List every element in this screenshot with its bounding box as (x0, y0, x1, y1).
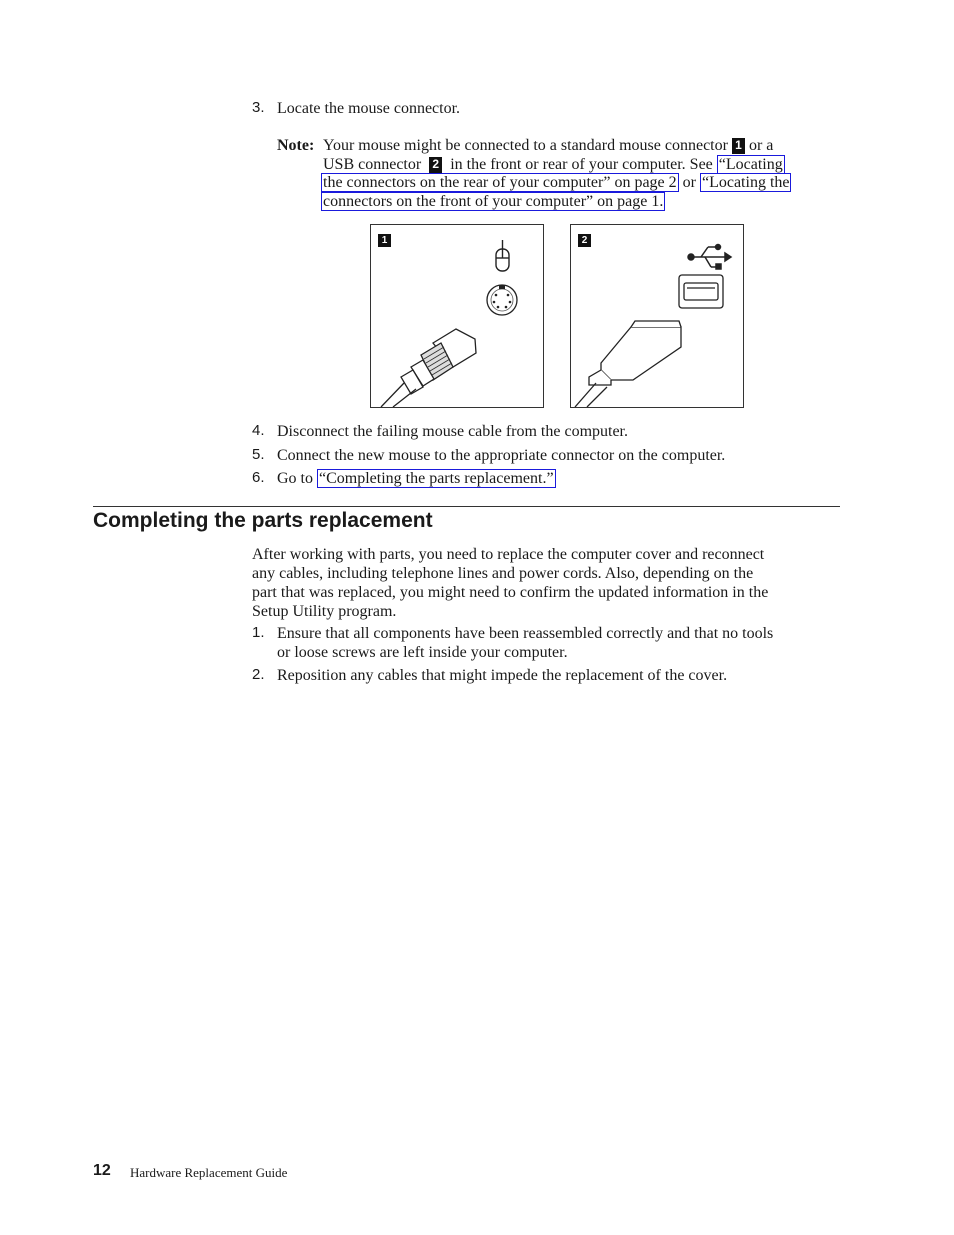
step-5-number: 5. (252, 446, 265, 463)
section-title: Completing the parts replacement (93, 509, 433, 532)
footer-title: Hardware Replacement Guide (130, 1165, 288, 1180)
note-text-4: in the front or rear of your computer. See (450, 156, 713, 173)
note-text-or: or (682, 174, 696, 191)
step-6-number: 6. (252, 469, 265, 486)
link-rear-connectors-part-2[interactable]: the connectors on the rear of your computer” on page 2 (323, 174, 677, 191)
note-line-2 (323, 155, 785, 174)
usb-connector-icon (571, 225, 743, 407)
section-divider (93, 506, 840, 507)
paragraph-line-4: Setup Utility program. (252, 603, 397, 620)
step-4-number: 4. (252, 422, 265, 439)
connector-badge-2: 2 (429, 157, 442, 173)
note-text-3: USB connector (323, 156, 422, 173)
section-step-1-text (277, 624, 773, 662)
section-step-2-number: 2. (252, 666, 265, 683)
note-text-1: Your mouse might be connected to a standard mouse connector (323, 137, 728, 154)
link-front-connectors-part-1[interactable]: “Locating the (701, 174, 790, 191)
section-step-2-text: Reposition any cables that might impede the replacement of the cover. (277, 667, 728, 684)
step-6-text: Go to (277, 470, 317, 487)
link-front-connectors-part-2[interactable]: connectors on the front of your computer” on page 1. (323, 193, 664, 210)
figure-usb-connector (570, 224, 744, 408)
section-paragraph (252, 545, 768, 621)
connector-badge-1: 1 (732, 138, 745, 154)
figure-1-label: 1 (378, 234, 391, 247)
paragraph-line-2: any cables, including telephone lines and power cords. Also, depending on the (252, 565, 754, 582)
step-4-text: Disconnect the failing mouse cable from the computer. (277, 423, 628, 440)
page-number: 12 (93, 1162, 111, 1179)
step-3-number: 3. (252, 99, 265, 116)
step-6-line (277, 469, 556, 488)
section-step-1-line-1: Ensure that all components have been reassembled correctly and that no tools (277, 625, 774, 642)
figure-ps2-connector (370, 224, 544, 408)
note-text-2: or a (748, 137, 774, 154)
step-3-text: Locate the mouse connector. (277, 100, 461, 117)
link-rear-connectors-part-1[interactable]: “Locating (718, 156, 783, 173)
section-step-1-line-2: or loose screws are left inside your computer. (277, 644, 568, 661)
step-5-text: Connect the new mouse to the appropriate connector on the computer. (277, 447, 726, 464)
link-completing-parts-replacement[interactable]: “Completing the parts replacement.” (319, 470, 554, 487)
paragraph-line-3: part that was replaced, you might need to confirm the updated information in the (252, 584, 769, 601)
figure-2-label: 2 (578, 234, 591, 247)
note-label: Note: (277, 137, 315, 154)
section-step-1-number: 1. (252, 624, 265, 641)
note-line-3 (321, 173, 791, 192)
note-line-1 (323, 136, 773, 155)
paragraph-line-1: After working with parts, you need to replace the computer cover and reconnect (252, 546, 765, 563)
note-line-4 (321, 192, 665, 211)
ps2-mouse-connector-icon (371, 225, 543, 407)
